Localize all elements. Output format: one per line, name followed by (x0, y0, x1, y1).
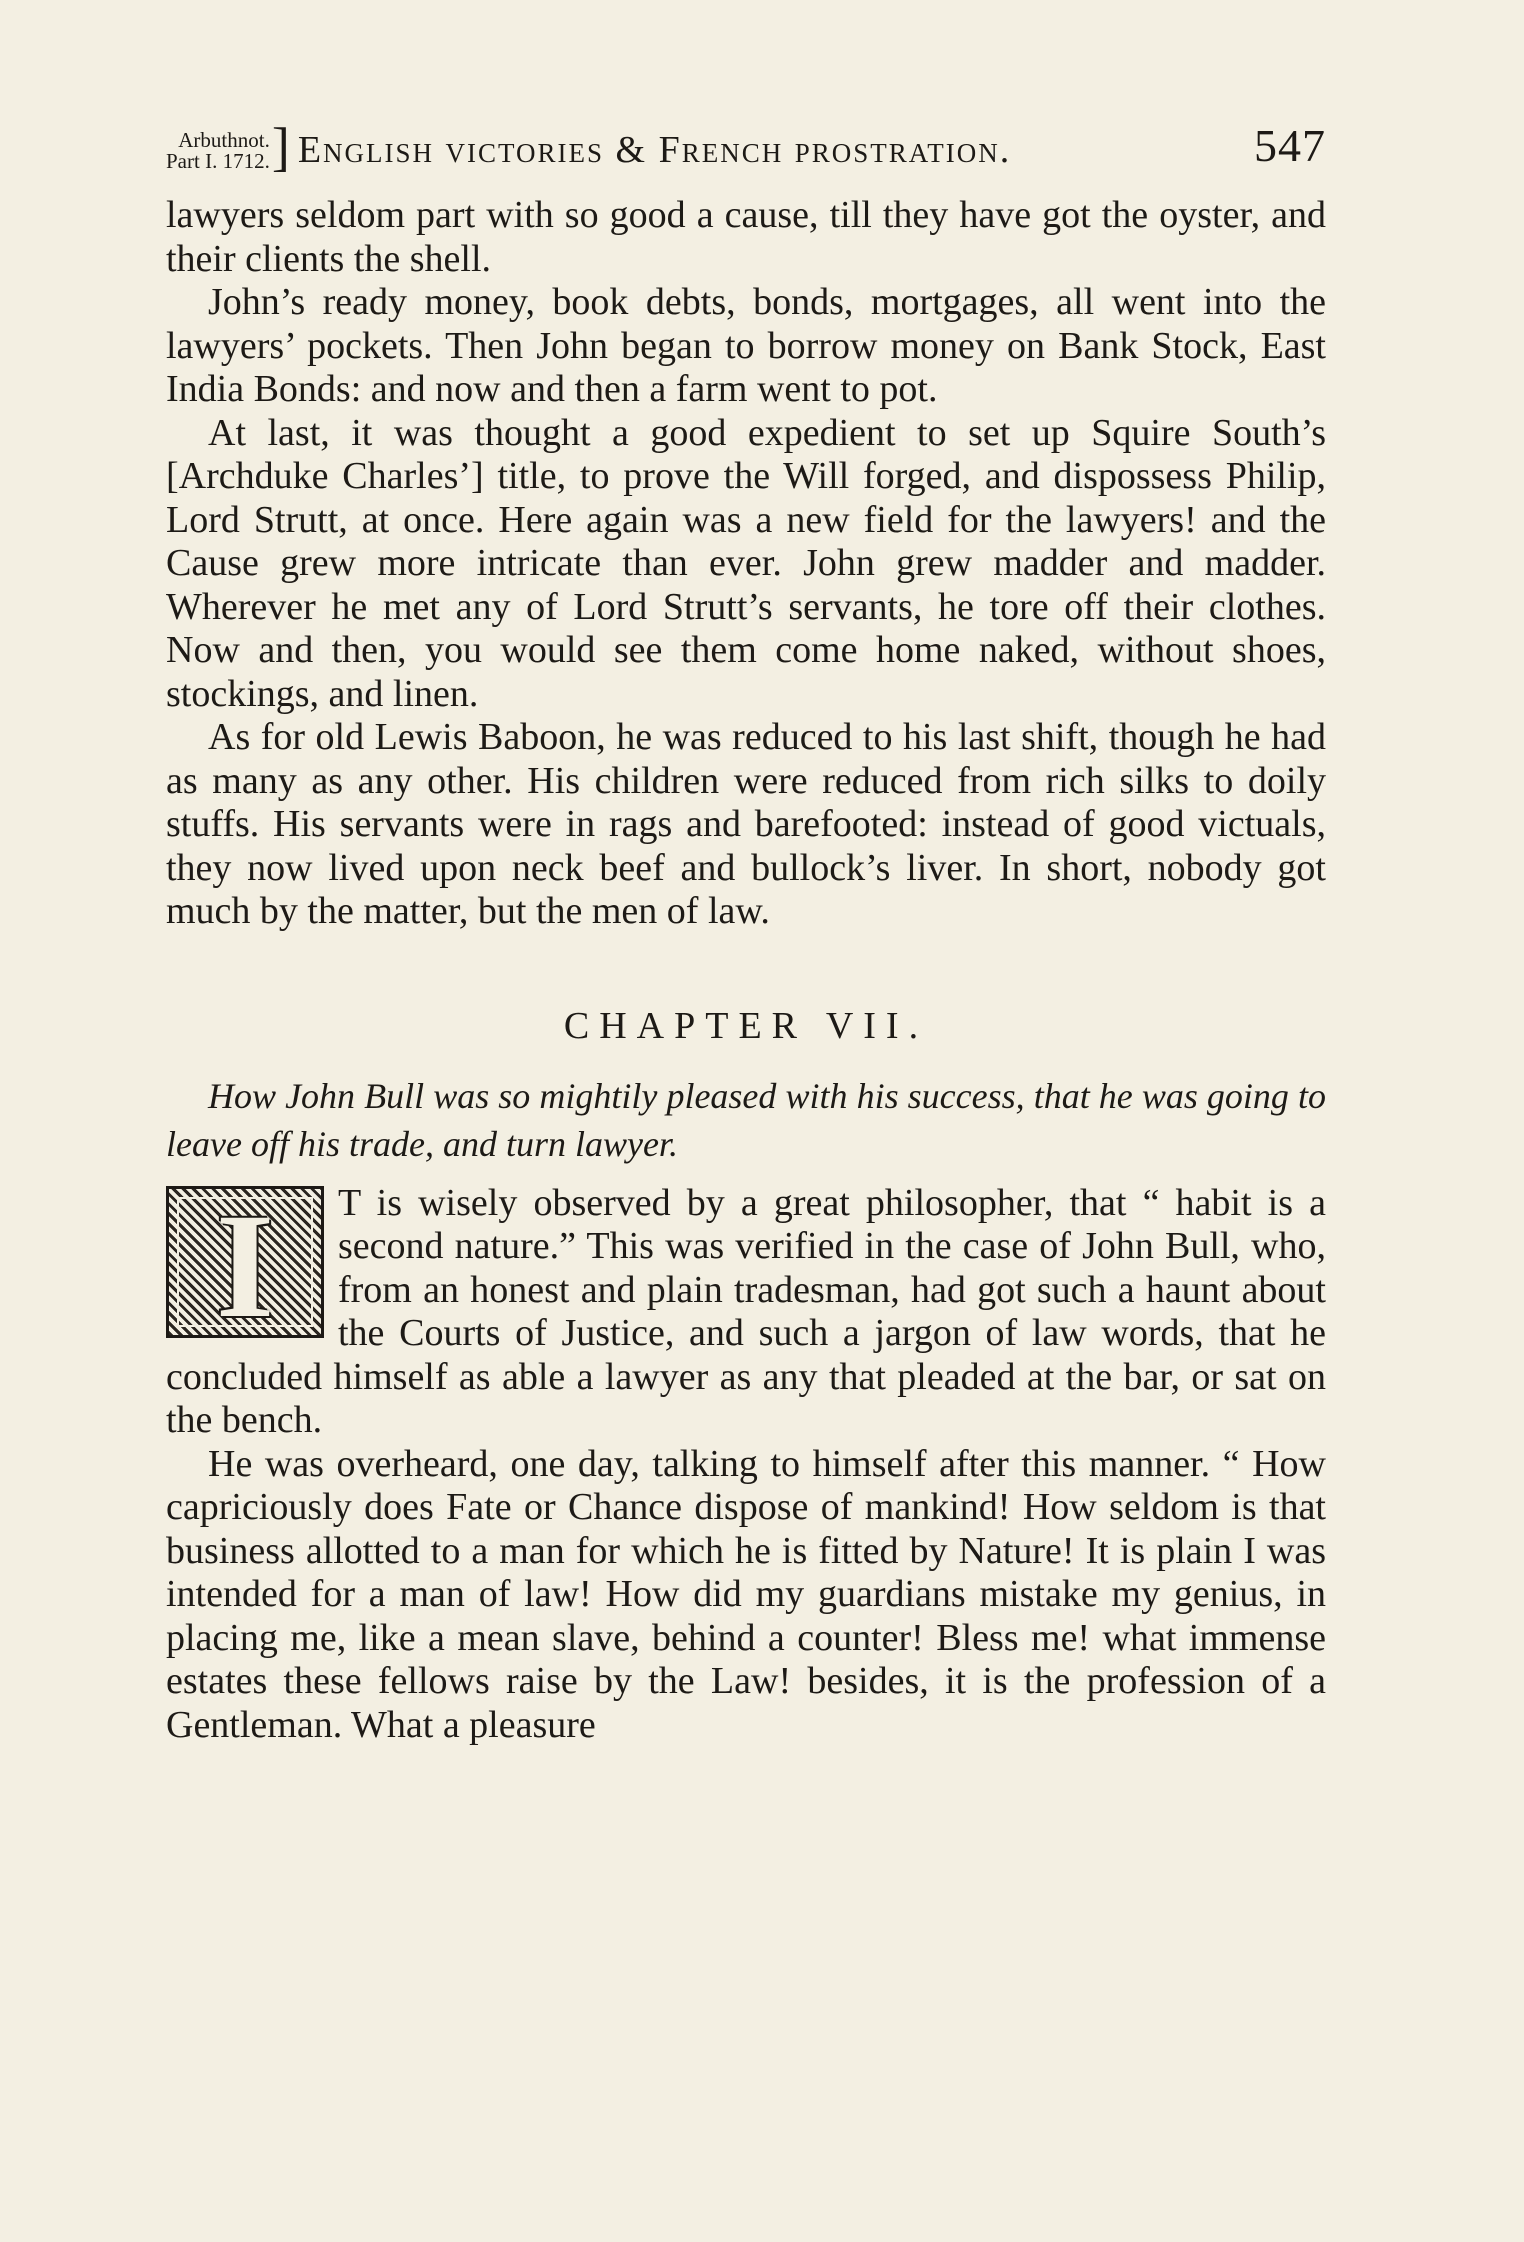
drop-cap-letter: I (215, 1182, 275, 1349)
paragraph: lawyers seldom part with so good a cause, till they have got the oyster, and their clients the shell. (166, 194, 1326, 280)
page-number: 547 (1254, 120, 1326, 171)
paragraph: At last, it was thought a good expedient to set up Squire South’s [Archduke Charles’] title, to prove the Will forged, and dispossess Philip, Lord Strutt, at once. Here again was a new field for the lawyers! and the Cause grew more intricate than ever. John grew madder and madder. Wherever he met any of Lord Strutt’s servants, he tore off their clothes. Now and then, you would see them come home naked, without shoes, stockings, and linen. (166, 411, 1326, 715)
text-block-top (166, 194, 1326, 934)
chapter-title: CHAPTER VII. (563, 1004, 929, 1047)
text-block-bottom (166, 1182, 1326, 1748)
running-head-part: Part I. 1712. (166, 149, 270, 173)
running-head-title: English victories & French prostration. (297, 129, 1012, 171)
running-head-bracket: ] (271, 117, 290, 177)
book-page (166, 108, 1326, 1747)
running-head-source (166, 130, 270, 172)
running-head-author: Arbuthnot. (178, 128, 270, 152)
paragraph: He was overheard, one day, talking to himself after this manner. “ How capriciously does Fate or Chance dispose of mankind! How seldom is that business allotted to a man for which he is fitted by Nature! It is plain I was intended for a man of law! How did my guardians mistake my genius, in placing me, like a mean slave, behind a counter! Bless me! what immense estates these fellows raise by the Law! besides, it is the profession of a Gentleman. What a pleasure (166, 1442, 1326, 1746)
chapter-subtitle: How John Bull was so mightily pleased with his success, that he was going to leave off his trade, and turn lawyer. (166, 1075, 1326, 1164)
paragraph: As for old Lewis Baboon, he was reduced to his last shift, though he had as many as any other. His children were reduced from rich silks to doily stuffs. His servants were in rags and barefooted: instead of good victuals, they now lived upon neck beef and bullock’s liver. In short, nobody got much by the matter, but the men of law. (166, 716, 1326, 932)
running-head (166, 108, 1326, 177)
paragraph: John’s ready money, book debts, bonds, mortgages, all went into the lawyers’ pockets. Then John began to borrow money on Bank Stock, East India Bonds: and now and then a farm went to pot. (166, 281, 1326, 410)
ornamental-initial-icon (166, 1182, 324, 1349)
paragraph: T is wisely observed by a great philosopher, that “ habit is a second nature.” This was verified in the case of John Bull, who, from an honest and plain tradesman, had got such a haunt about the Courts of Justice, and such a jargon of law words, that he concluded himself as able a lawyer as any that pleaded at the bar, or sat on the bench. (166, 1181, 1326, 1441)
